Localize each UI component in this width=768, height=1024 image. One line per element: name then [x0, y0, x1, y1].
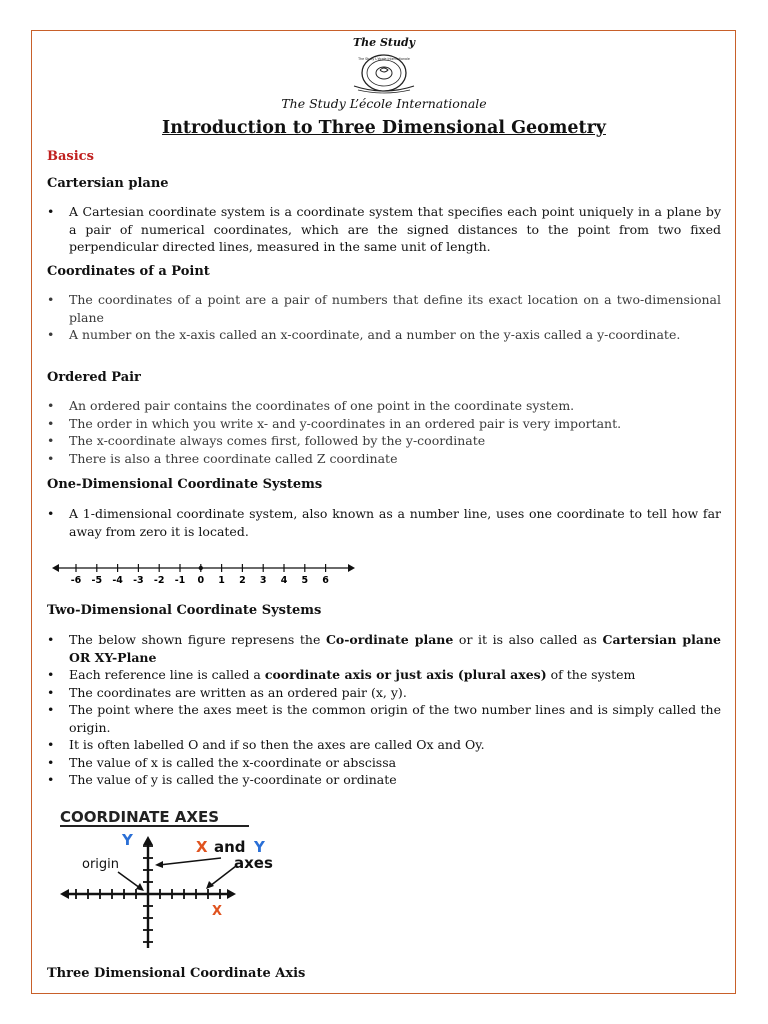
number-line-label: -6	[70, 575, 82, 586]
list-item: • The point where the axes meet is the common origin of the two number lines and is simply called the origin.	[47, 701, 721, 736]
x-left-arrow-icon	[60, 889, 69, 899]
school-logo	[346, 52, 422, 94]
list-item: • The below shown figure represens the Co-ordinate plane or it is also called as Cartersian plane OR XY-Plane	[47, 631, 721, 666]
y-axis-label: Y	[122, 831, 133, 849]
number-line-label: 5	[301, 575, 309, 586]
number-line-label: -3	[133, 575, 144, 586]
number-line-label: -4	[112, 575, 123, 586]
list-item: • The x-coordinate always comes first, followed by the y-coordinate	[47, 432, 721, 450]
legend-and: and	[214, 838, 246, 856]
y-arrow-icon	[143, 836, 153, 845]
two-dimensional-list	[47, 631, 721, 789]
axes-pointer-x	[210, 866, 236, 886]
legend-y: Y	[254, 838, 265, 856]
heading-coordinates-of-point: Coordinates of a Point	[47, 264, 210, 279]
list-item: • An ordered pair contains the coordinates of one point in the coordinate system.	[47, 397, 721, 415]
cartesian-list	[47, 203, 721, 256]
coordinate-axes-figure	[56, 802, 296, 952]
number-line-label: 2	[239, 575, 246, 586]
number-line-label: 3	[259, 575, 267, 586]
zero-dot	[199, 566, 203, 570]
list-item: • The coordinates are written as an ordered pair (x, y).	[47, 684, 721, 702]
arrowhead-icon	[136, 883, 144, 891]
list-item: • The coordinates of a point are a pair of numbers that define its exact location on a two-dimensional plane	[47, 291, 721, 326]
number-line-label: 0	[197, 575, 205, 586]
logo-text: The Study L'école Internationale	[358, 57, 410, 61]
heading-one-dimensional: One-Dimensional Coordinate Systems	[47, 477, 323, 492]
heading-ordered-pair: Ordered Pair	[47, 370, 141, 385]
coordinates-list	[47, 291, 721, 344]
heading-two-dimensional: Two-Dimensional Coordinate Systems	[47, 603, 322, 618]
figure-title: COORDINATE AXES	[60, 808, 220, 826]
legend-axes: axes	[234, 854, 273, 872]
number-line-label: 6	[322, 575, 329, 586]
origin-label: origin	[82, 857, 120, 872]
brand-name: The Study	[352, 36, 416, 49]
number-line	[50, 558, 360, 588]
number-line-label: -5	[91, 575, 103, 586]
list-item: • A 1-dimensional coordinate system, also known as a number line, uses one coordinate to tell how far away from zero it is located.	[47, 505, 721, 540]
list-item: • The value of y is called the y-coordinate or ordinate	[47, 771, 721, 789]
list-item: • A number on the x-axis called an x-coordinate, and a number on the y-axis called a y-coordinate.	[47, 326, 721, 344]
list-item: • The value of x is called the x-coordinate or abscissa	[47, 754, 721, 772]
school-name: The Study L’école Internationale	[281, 96, 487, 111]
number-line-label: -1	[174, 575, 186, 586]
list-item: • It is often labelled O and if so then the axes are called Ox and Oy.	[47, 736, 721, 754]
number-line-label: -2	[153, 575, 165, 586]
list-item: • The order in which you write x- and y-coordinates in an ordered pair is very important.	[47, 415, 721, 433]
legend-x: X	[196, 838, 208, 856]
one-dimensional-list	[47, 505, 721, 540]
x-axis-label: X	[212, 904, 223, 919]
page-title: Introduction to Three Dimensional Geometry	[162, 118, 606, 138]
number-line-label: 1	[218, 575, 225, 586]
section-basics: Basics	[47, 149, 94, 164]
axes-pointer-y	[159, 858, 221, 865]
origin-pointer	[118, 872, 140, 888]
arrowhead-icon	[206, 881, 214, 889]
heading-three-dimensional: Three Dimensional Coordinate Axis	[47, 966, 306, 981]
ordered-pair-list	[47, 397, 721, 467]
arrowhead-icon	[155, 861, 163, 868]
list-item: • A Cartesian coordinate system is a coordinate system that specifies each point uniquely in a plane by a pair of numerical coordinates, which are the signed distances to the point from two fixed perpendicular directed lines, measured in the same unit of length.	[47, 203, 721, 256]
heading-cartesian-plane: Cartersian plane	[47, 176, 169, 191]
right-arrow-icon	[348, 564, 355, 572]
list-item: • Each reference line is called a coordinate axis or just axis (plural axes) of the system	[47, 666, 721, 684]
x-right-arrow-icon	[227, 889, 236, 899]
number-line-label: 4	[280, 575, 288, 586]
left-arrow-icon	[52, 564, 59, 572]
list-item: • There is also a three coordinate called Z coordinate	[47, 450, 721, 468]
